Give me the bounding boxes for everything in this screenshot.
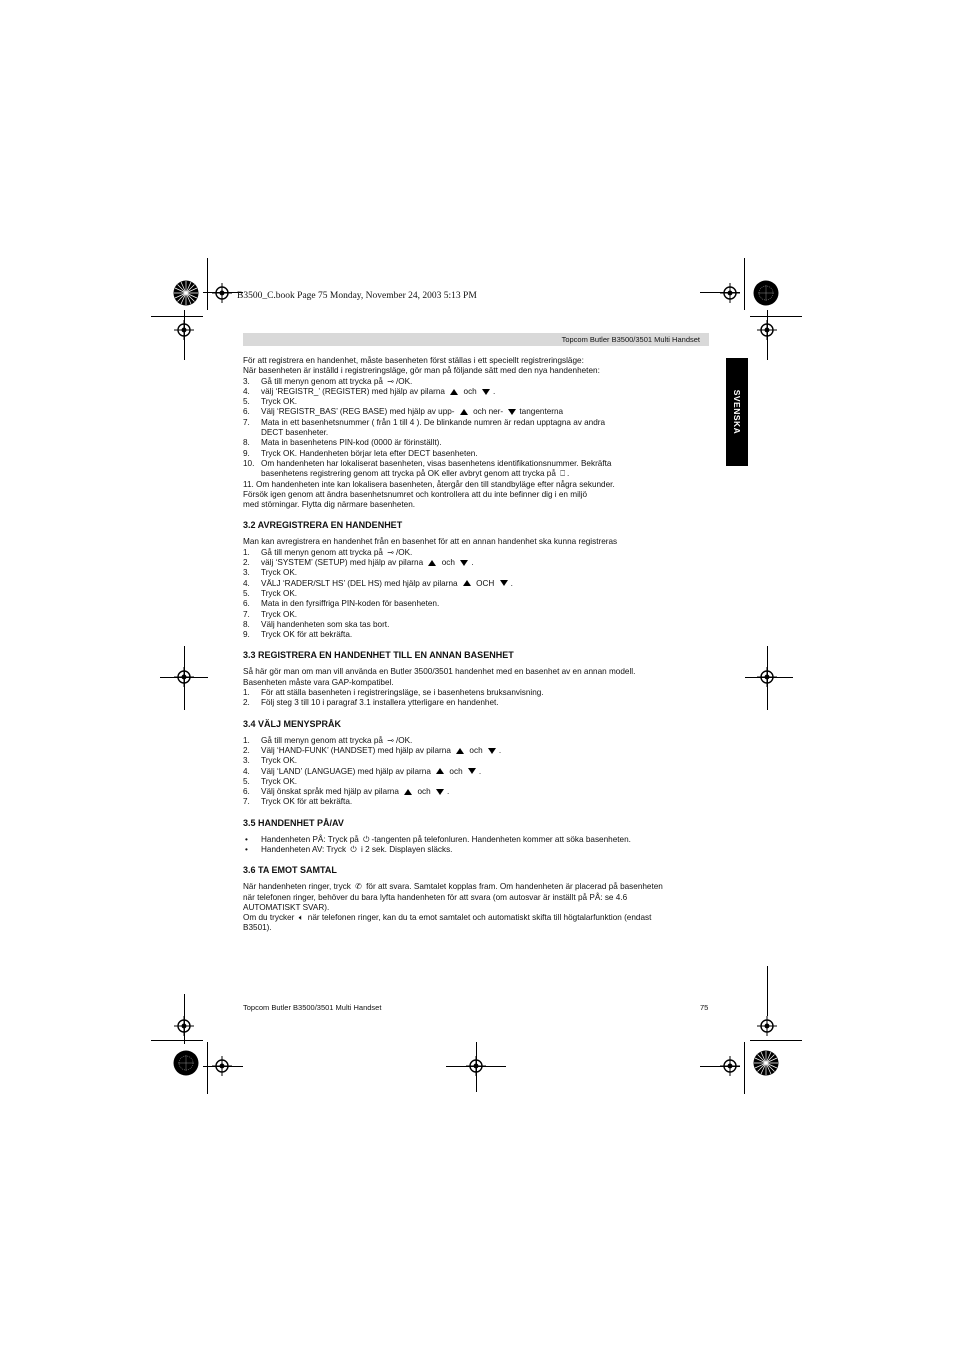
- section-heading: 3.5 HANDENHET PÅ/AV: [243, 817, 344, 828]
- list-item: 1. Gå till menyn genom att trycka på ⊸ /OK.: [243, 735, 413, 745]
- power-icon: ⏻: [363, 834, 370, 844]
- list-item: 5. Tryck OK.: [243, 397, 298, 407]
- registration-mark-icon: [212, 283, 232, 303]
- arrow-down-icon: [468, 768, 476, 774]
- arrow-down-icon: [436, 789, 444, 795]
- registration-mark-icon: [757, 1016, 777, 1036]
- star-target-icon: [173, 1050, 199, 1076]
- list-item: 5. Tryck OK.: [243, 588, 298, 598]
- list-item: 2. välj ‘SYSTEM’ (SETUP) med hjälp av pilarna och .: [243, 558, 474, 568]
- arrow-down-icon: [482, 389, 490, 395]
- arrow-up-icon: [463, 580, 471, 586]
- menu-ok-icon: ⊸: [387, 376, 394, 386]
- list-item: 8. Mata in basenhetens PIN-kod (0000 är förinställt).: [243, 438, 442, 448]
- paragraph: Basenheten måste vara GAP-kompatibel.: [243, 677, 394, 687]
- paragraph: Försök igen genom att ändra basenhetsnumret och kontrollera att du inte befinner dig i en miljö: [243, 489, 588, 499]
- section-heading: 3.4 VÄLJ MENYSPRÅK: [243, 718, 342, 729]
- paragraph: När basenheten är inställd i registreringsläge, gör man på följande sätt med den nya handenheten:: [243, 366, 600, 376]
- paragraph: när telefonen ringer, behöver du bara lyfta handenheten för att svara (om autosvar är inställt på PÅ: se 4.6: [243, 892, 628, 902]
- page-body: [243, 356, 713, 934]
- paragraph: Om du trycker 🔈︎ när telefonen ringer, kan du ta emot samtalet och automatiskt skifta till högtalarfunktion (endast: [243, 913, 652, 923]
- talk-icon: ✆: [355, 882, 362, 892]
- list-item: DECT basenheter.: [261, 428, 329, 438]
- paragraph: 11. Om handenheten inte kan lokalisera basenheten, återgår den till standbyläge efter några sekunder.: [243, 479, 615, 489]
- arrow-up-icon: [404, 789, 412, 795]
- registration-mark-icon: [757, 667, 777, 687]
- list-item: 7. Tryck OK för att bekräfta.: [243, 797, 353, 807]
- arrow-down-icon: [500, 580, 508, 586]
- arrow-up-icon: [450, 389, 458, 395]
- paragraph: Så här gör man om man vill använda en Butler 3500/3501 handenhet med en basenhet av en annan modell.: [243, 667, 636, 677]
- list-item: 7. Tryck OK.: [243, 609, 298, 619]
- header-title: Topcom Butler B3500/3501 Multi Handset: [561, 335, 700, 344]
- list-item: 4. VÄLJ ‘RADER/SLT HS’ (DEL HS) med hjälp av pilarna OCH .: [243, 578, 513, 588]
- list-item: 6. Mata in den fyrsiffriga PIN-koden för basenheten.: [243, 599, 440, 609]
- list-item: 10. Om handenheten har lokaliserat basenheten, visas basenhetens identifikationsnummer. Bekräfta: [243, 458, 612, 468]
- list-item: • Handenheten PÅ: Tryck på ⏻ -tangenten på telefonluren. Handenheten kommer att söka basenheten.: [245, 834, 631, 844]
- paragraph: AUTOMATISKT SVAR).: [243, 902, 330, 912]
- registration-mark-icon: [720, 283, 740, 303]
- language-tab: [726, 358, 748, 466]
- star-target-icon: [753, 1050, 779, 1076]
- registration-mark-icon: [466, 1056, 486, 1076]
- menu-ok-icon: ⊸: [387, 547, 394, 557]
- speaker-icon: 🔈︎: [298, 913, 304, 923]
- arrow-up-icon: [460, 409, 468, 415]
- menu-ok-icon: ⊸: [387, 735, 394, 745]
- list-item: 2. Välj ‘HAND-FUNK’ (HANDSET) med hjälp av pilarna och .: [243, 745, 502, 755]
- arrow-up-icon: [456, 748, 464, 754]
- registration-mark-icon: [174, 667, 194, 687]
- list-item: 3. Gå till menyn genom att trycka på ⊸ /OK.: [243, 376, 413, 386]
- running-header: [243, 333, 709, 346]
- list-item: 3. Tryck OK.: [243, 756, 298, 766]
- registration-mark-icon: [174, 1016, 194, 1036]
- list-item: 7. Mata in ett basenhetsnummer ( från 1 till 4 ). De blinkande numren är redan upptagna av andra: [243, 417, 606, 427]
- list-item: 4. Välj ‘LAND’ (LANGUAGE) med hjälp av pilarna och .: [243, 766, 482, 776]
- list-item: 1. Gå till menyn genom att trycka på ⊸ /OK.: [243, 547, 413, 557]
- paragraph: Man kan avregistrera en handenhet från en basenhet för att en annan handenhet ska kunna registreras: [243, 537, 618, 547]
- paragraph: med störningar. Flytta dig närmare basenheten.: [243, 500, 416, 510]
- list-item: 9. Tryck OK för att bekräfta.: [243, 630, 353, 640]
- paragraph: För att registrera en handenhet, måste basenheten först ställas i ett speciellt registreringsläge:: [243, 356, 584, 365]
- paragraph: När handenheten ringer, tryck ✆ för att svara. Samtalet kopplas fram. Om handenheten är placerad på basenheten: [243, 882, 663, 892]
- registration-mark-icon: [174, 320, 194, 340]
- section-heading: 3.3 REGISTRERA EN HANDENHET TILL EN ANNAN BASENHET: [243, 650, 514, 661]
- list-item: • Handenheten AV: Tryck ⏻ i 2 sek. Displayen släcks.: [245, 844, 453, 854]
- print-stamp: B3500_C.book Page 75 Monday, November 24, 2003 5:13 PM: [237, 291, 477, 301]
- list-item: 3. Tryck OK.: [243, 568, 298, 578]
- arrow-up-icon: [428, 560, 436, 566]
- list-item: 5. Tryck OK.: [243, 776, 298, 786]
- arrow-down-icon: [460, 560, 468, 566]
- star-target-icon: [173, 280, 199, 306]
- section-heading: 3.6 TA EMOT SAMTAL: [243, 865, 337, 876]
- list-item: 9. Tryck OK. Handenheten börjar leta efter DECT basenheten.: [243, 448, 478, 458]
- footer-title: Topcom Butler B3500/3501 Multi Handset: [243, 1003, 382, 1012]
- paragraph: B3501).: [243, 923, 272, 933]
- list-item: basenhetens registrering genom att trycka på OK eller avbryt genom att trycka på ⎕ .: [261, 469, 570, 479]
- arrow-down-icon: [488, 748, 496, 754]
- registration-mark-icon: [212, 1056, 232, 1076]
- section-heading: 3.2 AVREGISTRERA EN HANDENHET: [243, 520, 403, 531]
- list-item: 1. För att ställa basenheten i registreringsläge, se i basenhetens bruksanvisning.: [243, 688, 544, 698]
- star-target-icon: [753, 280, 779, 306]
- registration-mark-icon: [720, 1056, 740, 1076]
- list-item: 6. Välj ‘REGISTR_BAS’ (REG BASE) med hjälp av upp- och ner- tangenterna: [243, 407, 564, 417]
- language-tab-label: SVENSKA: [732, 389, 742, 435]
- list-item: 6. Välj önskat språk med hjälp av pilarna och .: [243, 787, 450, 797]
- list-item: 4. välj ‘REGISTR_’ (REGISTER) med hjälp av pilarna och .: [243, 386, 496, 396]
- arrow-up-icon: [436, 768, 444, 774]
- power-icon: ⏻: [350, 844, 357, 854]
- list-item: 8. Välj handenheten som ska tas bort.: [243, 619, 390, 629]
- arrow-down-icon: [508, 409, 516, 415]
- list-item: 2. Följ steg 3 till 10 i paragraf 3.1 installera ytterligare en handenhet.: [243, 698, 499, 708]
- page-number: 75: [700, 1003, 709, 1012]
- cancel-icon: ⎕: [560, 469, 565, 479]
- registration-mark-icon: [757, 320, 777, 340]
